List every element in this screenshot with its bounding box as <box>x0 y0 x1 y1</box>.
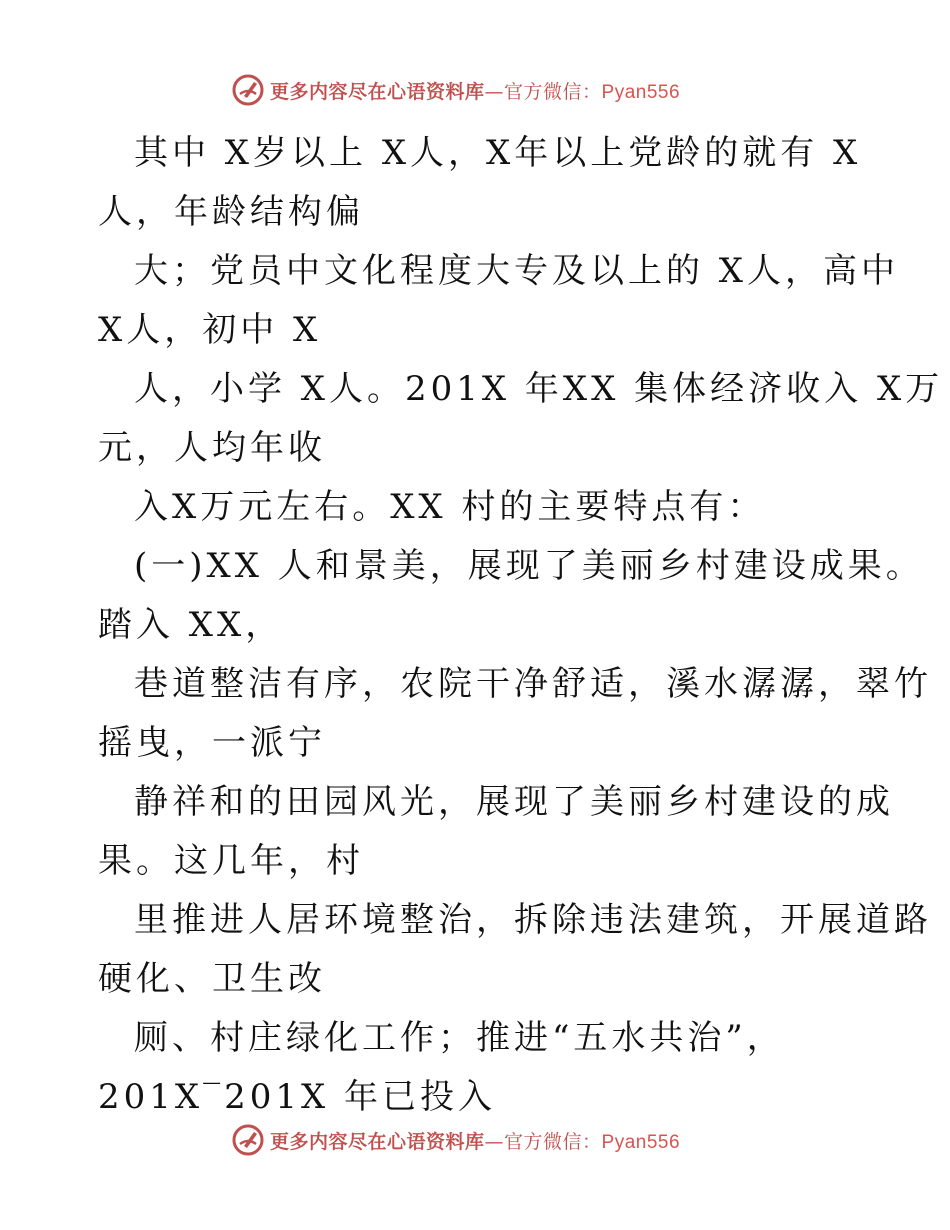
footer-banner-text <box>270 1127 680 1154</box>
body-line-17: 201X‾201X 年已投入 <box>98 1077 497 1117</box>
body-line-7: 入X万元左右。XX 村的主要特点有： <box>134 487 766 527</box>
book-pen-logo-icon <box>232 1124 264 1156</box>
header-separator: — <box>484 80 505 103</box>
body-line-3: 大；党员中文化程度大专及以上的 X人，高中 <box>134 251 900 291</box>
body-line-6: 元，人均年收 <box>98 428 326 468</box>
header-main-text: 更多内容尽在心语资料库 <box>270 80 485 103</box>
body-line-11: 摇曳，一派宁 <box>98 723 326 763</box>
body-line-16: 厕、村庄绿化工作；推进“五水共治”， <box>134 1018 785 1058</box>
body-line-4: X人，初中 X <box>98 310 322 350</box>
body-line-1: 其中 X岁以上 X人，X年以上党龄的就有 X <box>134 133 862 173</box>
body-line-12: 静祥和的田园风光，展现了美丽乡村建设的成 <box>134 782 894 822</box>
body-line-10: 巷道整洁有序，农院干净舒适，溪水潺潺，翠竹 <box>134 664 932 704</box>
body-line-8: (一)XX 人和景美，展现了美丽乡村建设成果。 <box>134 546 924 586</box>
body-line-14: 里推进人居环境整治，拆除违法建筑，开展道路 <box>134 900 932 940</box>
body-line-5: 人，小学 X人。201X 年XX 集体经济收入 X万 <box>134 369 944 409</box>
header-wechat-label: 官方微信： <box>504 80 602 103</box>
header-wechat-id: Pyan556 <box>601 81 681 103</box>
book-pen-logo-icon <box>232 74 264 106</box>
header-banner-text <box>270 77 680 104</box>
body-line-13: 果。这几年，村 <box>98 841 364 881</box>
body-line-15: 硬化、卫生改 <box>98 959 326 999</box>
footer-separator: — <box>484 1130 505 1153</box>
document-body <box>98 124 944 1127</box>
header-banner <box>232 72 732 108</box>
footer-main-text: 更多内容尽在心语资料库 <box>270 1130 485 1153</box>
footer-banner <box>232 1122 732 1158</box>
footer-wechat-label: 官方微信： <box>504 1130 602 1153</box>
body-line-9: 踏入 XX， <box>98 605 284 645</box>
footer-wechat-id: Pyan556 <box>601 1131 681 1153</box>
body-line-2: 人，年龄结构偏 <box>98 192 364 232</box>
